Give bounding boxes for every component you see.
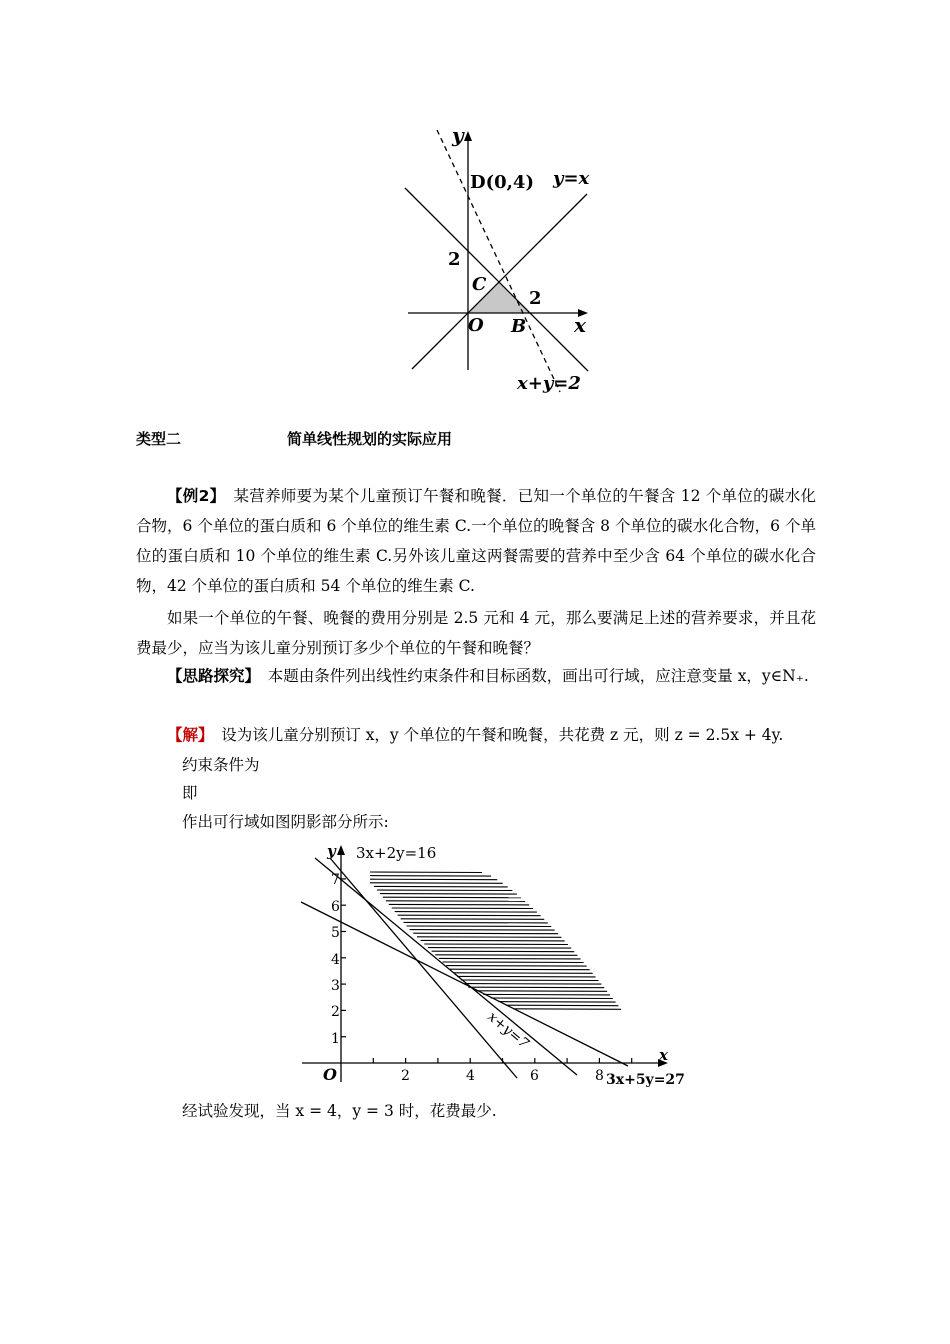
hatch-line xyxy=(392,908,533,909)
fig1-label-x: x xyxy=(574,313,586,337)
fig2-xtick-2: 2 xyxy=(401,1068,410,1084)
hatch-line xyxy=(483,994,610,995)
hatch-line xyxy=(386,901,525,902)
fig2-label-O: O xyxy=(323,1065,337,1084)
example-text1: 某营养师要为某个儿童预订午餐和晚餐．已知一个单位的午餐含 12 个单位的碳水化合物，6 个单位的蛋白质和 6 个单位的维生素 C.一个单位的晚餐含 8 个单位的碳水化合物，6 个单位的蛋白质和 10 个单位的维生素 C.另外该儿童这两餐需要的营养中至少含 64 个单位的碳水化合物，42 个单位的蛋白质和 54 个单位的维生素 C. xyxy=(136,487,816,595)
hatched-region xyxy=(370,872,621,1009)
y-ticks xyxy=(341,879,346,1037)
solution-tag: 【解】 xyxy=(167,726,206,744)
equivalent-label: 即 xyxy=(182,784,198,802)
hatch-line xyxy=(491,998,613,999)
hatch-line xyxy=(439,958,581,959)
fig1-label-O: O xyxy=(468,315,484,336)
hatch-line xyxy=(410,930,555,931)
fig2-ytick-7: 7 xyxy=(331,872,340,888)
section-type: 类型二 xyxy=(136,430,182,448)
hatch-line xyxy=(370,876,491,877)
example-question: 如果一个单位的午餐、晚餐的费用分别是 2.5 元和 4 元，那么要满足上述的营养要求，并且花费最少，应当为该儿童分别预订多少个单位的午餐和晚餐？ xyxy=(136,609,816,657)
fig1-label-2x: 2 xyxy=(529,288,542,309)
fig2-xtick-8: 8 xyxy=(595,1068,604,1084)
hatch-line xyxy=(468,987,604,988)
fig2-label-l2: x+y=7 xyxy=(484,1008,532,1053)
fig2-label-l1: 3x+2y=16 xyxy=(356,844,437,862)
fig1-label-line2: x+y=2 xyxy=(517,373,581,394)
example-paragraph xyxy=(136,481,816,601)
fig2-label-y: y xyxy=(327,842,336,860)
hatch-line xyxy=(417,937,561,938)
hatch-line xyxy=(421,940,565,941)
hatch-line xyxy=(450,969,590,970)
line-y-equals-x xyxy=(412,194,587,369)
idea-text: 本题由条件列出线性约束条件和目标函数，画出可行域，应注意变量 x，y∈N₊. xyxy=(252,667,809,685)
hatch-line xyxy=(454,973,593,974)
fig2-ytick-4: 4 xyxy=(331,952,340,968)
hatch-line xyxy=(377,890,512,891)
fig2-xtick-4: 4 xyxy=(466,1068,475,1084)
line-x-plus-y-2 xyxy=(405,188,588,371)
idea-tag: 【思路探究】 xyxy=(167,667,253,685)
hatch-line xyxy=(446,966,586,967)
section-title: 简单线性规划的实际应用 xyxy=(287,430,453,448)
hatch-line xyxy=(465,984,602,985)
region-description: 作出可行域如图阴影部分所示: xyxy=(182,813,389,831)
hatch-line xyxy=(395,912,537,913)
hatch-line xyxy=(370,883,503,884)
fig2-ytick-3: 3 xyxy=(331,978,340,994)
fig1-label-C: C xyxy=(472,274,487,295)
fig1-label-D: D(0,4) xyxy=(470,172,534,193)
hatch-line xyxy=(457,976,595,977)
hatch-line xyxy=(513,1009,621,1010)
fig2-ytick-1: 1 xyxy=(331,1031,340,1047)
hatch-line xyxy=(401,919,545,920)
fig1-label-line1: y=x xyxy=(553,168,590,189)
fig2-ytick-5: 5 xyxy=(331,925,340,941)
hatch-line xyxy=(370,872,482,873)
conclusion: 经试验发现，当 x = 4，y = 3 时，花费最少. xyxy=(182,1102,497,1120)
fig1-label-B: B xyxy=(511,316,527,337)
hatch-line xyxy=(506,1005,618,1006)
hatch-line xyxy=(498,1002,615,1003)
hatch-line xyxy=(389,904,529,905)
hatch-line xyxy=(461,980,599,981)
fig2-xtick-6: 6 xyxy=(530,1068,539,1084)
hatch-line xyxy=(398,915,541,916)
hatch-line xyxy=(407,926,552,927)
hatch-line xyxy=(435,955,577,956)
figure-feasible-triangle xyxy=(400,126,600,398)
hatch-line xyxy=(428,948,571,949)
y-axis-arrow xyxy=(464,131,472,141)
hatch-line xyxy=(380,894,517,895)
figure-feasible-region xyxy=(296,838,688,1092)
y-axis-arrow xyxy=(337,845,345,855)
hatch-line xyxy=(443,962,584,963)
solution-text: 设为该儿童分别预订 x，y 个单位的午餐和晚餐，共花费 z 元，则 z = 2.5x + 4y. xyxy=(205,726,784,744)
fig2-label-x: x xyxy=(659,1046,668,1064)
hatch-line xyxy=(432,951,575,952)
hatch-line xyxy=(374,886,508,887)
fig2-ytick-6: 6 xyxy=(331,899,340,915)
line-3x-2y-16 xyxy=(330,858,517,1078)
hatch-line xyxy=(424,944,568,945)
fig1-label-2y: 2 xyxy=(448,249,461,270)
constraint-label: 约束条件为 xyxy=(182,756,260,774)
hatch-line xyxy=(413,933,558,934)
fig2-label-l3: 3x+5y=27 xyxy=(606,1072,685,1088)
fig1-label-y: y xyxy=(452,126,464,147)
hatch-line xyxy=(404,922,548,923)
hatch-line xyxy=(370,879,497,880)
example-tag: 【例2】 xyxy=(167,487,218,505)
solution-line1 xyxy=(167,721,783,749)
hatch-line xyxy=(383,897,521,898)
fig2-ytick-2: 2 xyxy=(331,1004,340,1020)
hatch-line xyxy=(476,991,607,992)
idea-paragraph xyxy=(136,661,816,691)
